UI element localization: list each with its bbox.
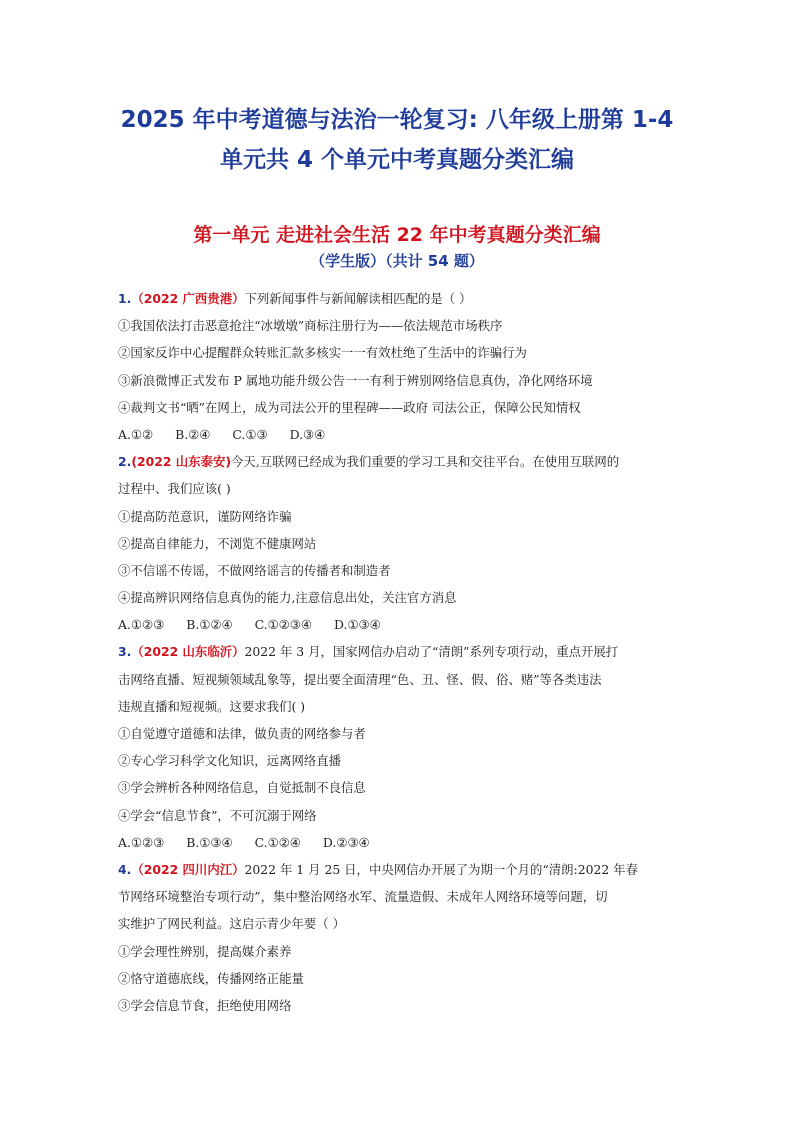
- option-2: ②提高自律能力，不浏览不健康网站: [118, 535, 317, 551]
- question-list: [118, 285, 678, 1019]
- answer-d: D.③④: [289, 426, 326, 442]
- answer-b: B.①②④: [186, 617, 233, 633]
- question-number: 2.: [118, 454, 132, 470]
- question-1: [118, 285, 678, 448]
- option-1: ①自觉遵守道德和法律，做负责的网络参与者: [118, 726, 366, 741]
- question-stem-continued: 击网络直播、短视频领域乱象等，提出要全面清理“色、丑、怪、假、俗、赌”等各类违法: [118, 671, 602, 687]
- unit-subtitle: （学生版）（共计 54 题）: [310, 252, 484, 270]
- option-4: ④提高辨识网络信息真伪的能力,注意信息出处，关注官方消息: [118, 590, 457, 606]
- option-1: ①提高防范意识，谨防网络诈骗: [118, 508, 292, 524]
- answer-a: A.①②③: [118, 834, 165, 850]
- answer-a: A.①②: [118, 426, 154, 442]
- answer-b: B.①③④: [186, 834, 233, 850]
- question-4: [118, 856, 678, 1019]
- question-number: 3.: [118, 644, 132, 660]
- question-number: 4.: [118, 861, 132, 877]
- unit-title: 第一单元 走进社会生活 22 年中考真题分类汇编: [193, 224, 601, 246]
- option-3: ③学会辨析各种网络信息，自觉抵制不良信息: [118, 780, 366, 796]
- option-3: ③学会信息节食，拒绝使用网络: [118, 997, 292, 1013]
- option-2: ②专心学习科学文化知识，远离网络直播: [118, 753, 342, 769]
- answer-c: C.①②③④: [254, 617, 313, 633]
- document-title: [60, 100, 734, 180]
- option-1: ①学会理性辨别，提高媒介素养: [118, 943, 292, 959]
- question-number: 1.: [118, 291, 132, 306]
- question-source: （2022 四川内江）: [131, 861, 245, 877]
- question-stem-text: 下列新闻事件与新闻解读相匹配的是（ ）: [244, 291, 472, 306]
- answer-choices: [118, 611, 678, 638]
- answer-d: D.②③④: [322, 834, 370, 850]
- question-source: （2022 山东临沂）: [131, 644, 245, 660]
- answer-c: C.①③: [232, 426, 268, 442]
- question-source: (2022 山东泰安): [131, 454, 232, 470]
- option-4: ④裁判文书“晒”在网上，成为司法公开的里程碑——政府 司法公正，保障公民知情权: [118, 399, 581, 415]
- option-1: ①我国依法打击恶意抢注“冰墩墩”商标注册行为——依法规范市场秩序: [118, 318, 503, 334]
- question-stem-text: 2022 年 3 月，国家网信办启动了“清朗”系列专项行动，重点开展打: [244, 644, 619, 660]
- answer-c: C.①②④: [254, 834, 301, 850]
- answer-a: A.①②③: [118, 617, 165, 633]
- question-stem: [118, 448, 678, 475]
- answer-d: D.①③④: [334, 617, 381, 633]
- question-stem-text: 2022 年 1 月 25 日，中央网信办开展了为期一个月的“清朗:2022 年春: [244, 861, 638, 877]
- question-stem-continued: 实维护了网民利益。这启示青少年要（ ）: [118, 916, 345, 932]
- answer-choices: [118, 421, 678, 448]
- question-stem-continued: 违规直播和短视频。这要求我们( ): [118, 698, 306, 714]
- question-stem: [118, 638, 678, 665]
- option-2: ②国家反诈中心提醒群众转账汇款多核实一一有效杜绝了生活中的诈骗行为: [118, 345, 527, 361]
- document-title-line-2: 单元共 4 个单元中考真题分类汇编: [219, 147, 575, 173]
- document-title-line-1: 2025 年中考道德与法治一轮复习: 八年级上册第 1-4: [120, 107, 674, 133]
- question-stem-text: 今天,互联网已经成为我们重要的学习工具和交往平台。在使用互联网的: [231, 454, 620, 470]
- question-stem-continued: 过程中、我们应该( ): [118, 481, 231, 497]
- option-3: ③不信谣不传谣，不做网络谣言的传播者和制造者: [118, 562, 391, 578]
- question-stem: [118, 856, 678, 883]
- option-3: ③新浪微博正式发布 P 属地功能升级公告一一有利于辨别网络信息真伪，净化网络环境: [118, 372, 593, 388]
- answer-choices: [118, 829, 678, 856]
- question-stem-continued: 节网络环境整治专项行动”，集中整治网络水军、流量造假、未成年人网络环境等问题，切: [118, 889, 608, 905]
- option-2: ②恪守道德底线，传播网络正能量: [118, 970, 304, 986]
- option-4: ④学会“信息节食”，不可沉溺于网络: [118, 807, 317, 823]
- question-stem: [118, 285, 678, 312]
- question-source: （2022 广西贵港）: [131, 291, 245, 306]
- question-3: [118, 638, 678, 856]
- answer-b: B.②④: [175, 426, 211, 442]
- question-2: [118, 448, 678, 638]
